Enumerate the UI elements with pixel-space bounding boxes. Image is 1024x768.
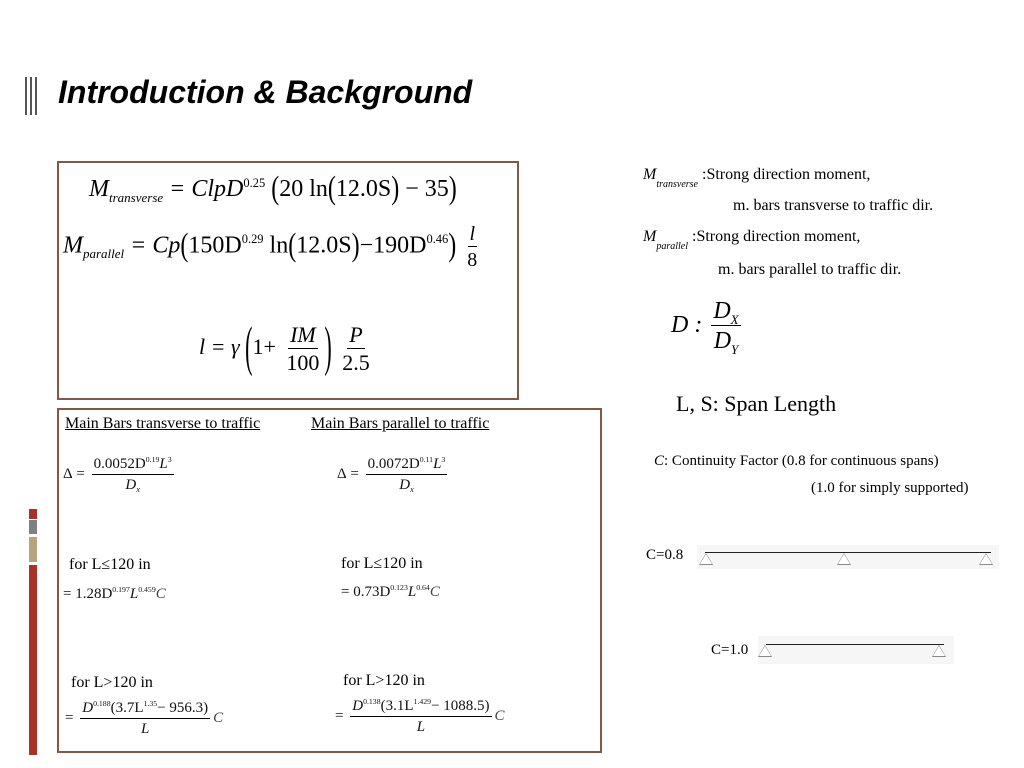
- accent-tan: [29, 537, 37, 562]
- eq-moment-parallel-long: = $\frac{D^{0.138}(3.1L^{1.429}- 1088.5)}{L}$ C: [335, 697, 505, 735]
- eq-impact-load: l = γ (1+ $\frac{IM}{100}$ ) $\frac{P}{2.5}$: [199, 314, 370, 378]
- span-length-label: L, S: Span Length: [676, 391, 837, 416]
- support-right-icon: [979, 553, 993, 565]
- cond-gt-parallel: for L>120 in: [343, 672, 425, 689]
- desc-m-transverse-cont: m. bars transverse to traffic dir.: [733, 197, 934, 214]
- simple-beam-line: [766, 644, 944, 645]
- c08-label: C=0.8: [646, 547, 684, 563]
- title-bars-icon: [25, 77, 41, 115]
- desc-m-parallel-cont: m. bars parallel to traffic dir.: [718, 261, 902, 278]
- desc-m-parallel: $M_{parallel}$ :Strong direction moment,: [643, 228, 861, 253]
- support-left-icon: [699, 553, 713, 565]
- continuous-beam-diagram: [697, 545, 999, 569]
- header-parallel: Main Bars parallel to traffic: [311, 415, 490, 432]
- continuity-factor-desc-2: (1.0 for simply supported): [811, 480, 969, 496]
- cond-le-parallel: for L≤120 in: [341, 555, 423, 572]
- eq-moment-transverse-short: = $1.28D^{0.197}L^{0.459}C$: [63, 585, 166, 602]
- eq-m-parallel: $M_{parallel} = Cp(150D^{0.29}$ $\ln(12.0S)-190D^{0.46}$) $\frac{l}{8}$: [63, 223, 478, 271]
- c10-label: C=1.0: [711, 642, 749, 658]
- support-right-simple-icon: [932, 645, 946, 657]
- slide-title: Introduction & Background: [58, 74, 473, 110]
- support-middle-icon: [837, 553, 851, 565]
- eq-m-transverse: $M_{transverse}$ = ClpD$^{0.25}$ (20 ln(12.0S) − 35): [89, 171, 457, 207]
- cond-le-transverse: for L≤120 in: [69, 556, 151, 573]
- desc-m-transverse: $M_{transverse}$ :Strong direction moment,: [643, 166, 871, 191]
- eq-deflection-parallel: Δ = $\frac{0.0072D^{0.11}L^3}{D_x}$: [337, 455, 446, 495]
- header-transverse: Main Bars transverse to traffic: [65, 415, 261, 432]
- support-left-simple-icon: [758, 645, 772, 657]
- deflection-moment-box: [57, 408, 602, 753]
- eq-moment-transverse-long: = $\frac{D^{0.188}(3.7L^{1.35}- 956.3)}{L}$ C: [65, 699, 224, 737]
- accent-red-top: [29, 509, 37, 519]
- accent-gray: [29, 520, 37, 534]
- eq-deflection-transverse: Δ = $\frac{0.0052D^{0.19}L^3}{D_x}$: [63, 455, 172, 495]
- moment-equations-box: [57, 161, 519, 400]
- simple-beam-diagram: [758, 636, 954, 664]
- cond-gt-transverse: for L>120 in: [71, 674, 153, 691]
- continuity-factor-desc: C: Continuity Factor (0.8 for continuous spans): [654, 453, 939, 469]
- eq-moment-parallel-short: = $0.73D^{0.123}L^{0.64}C$: [341, 583, 440, 600]
- accent-red-long: [29, 565, 37, 755]
- d-ratio: D : $\frac{D_X}{D_Y}$: [671, 298, 739, 358]
